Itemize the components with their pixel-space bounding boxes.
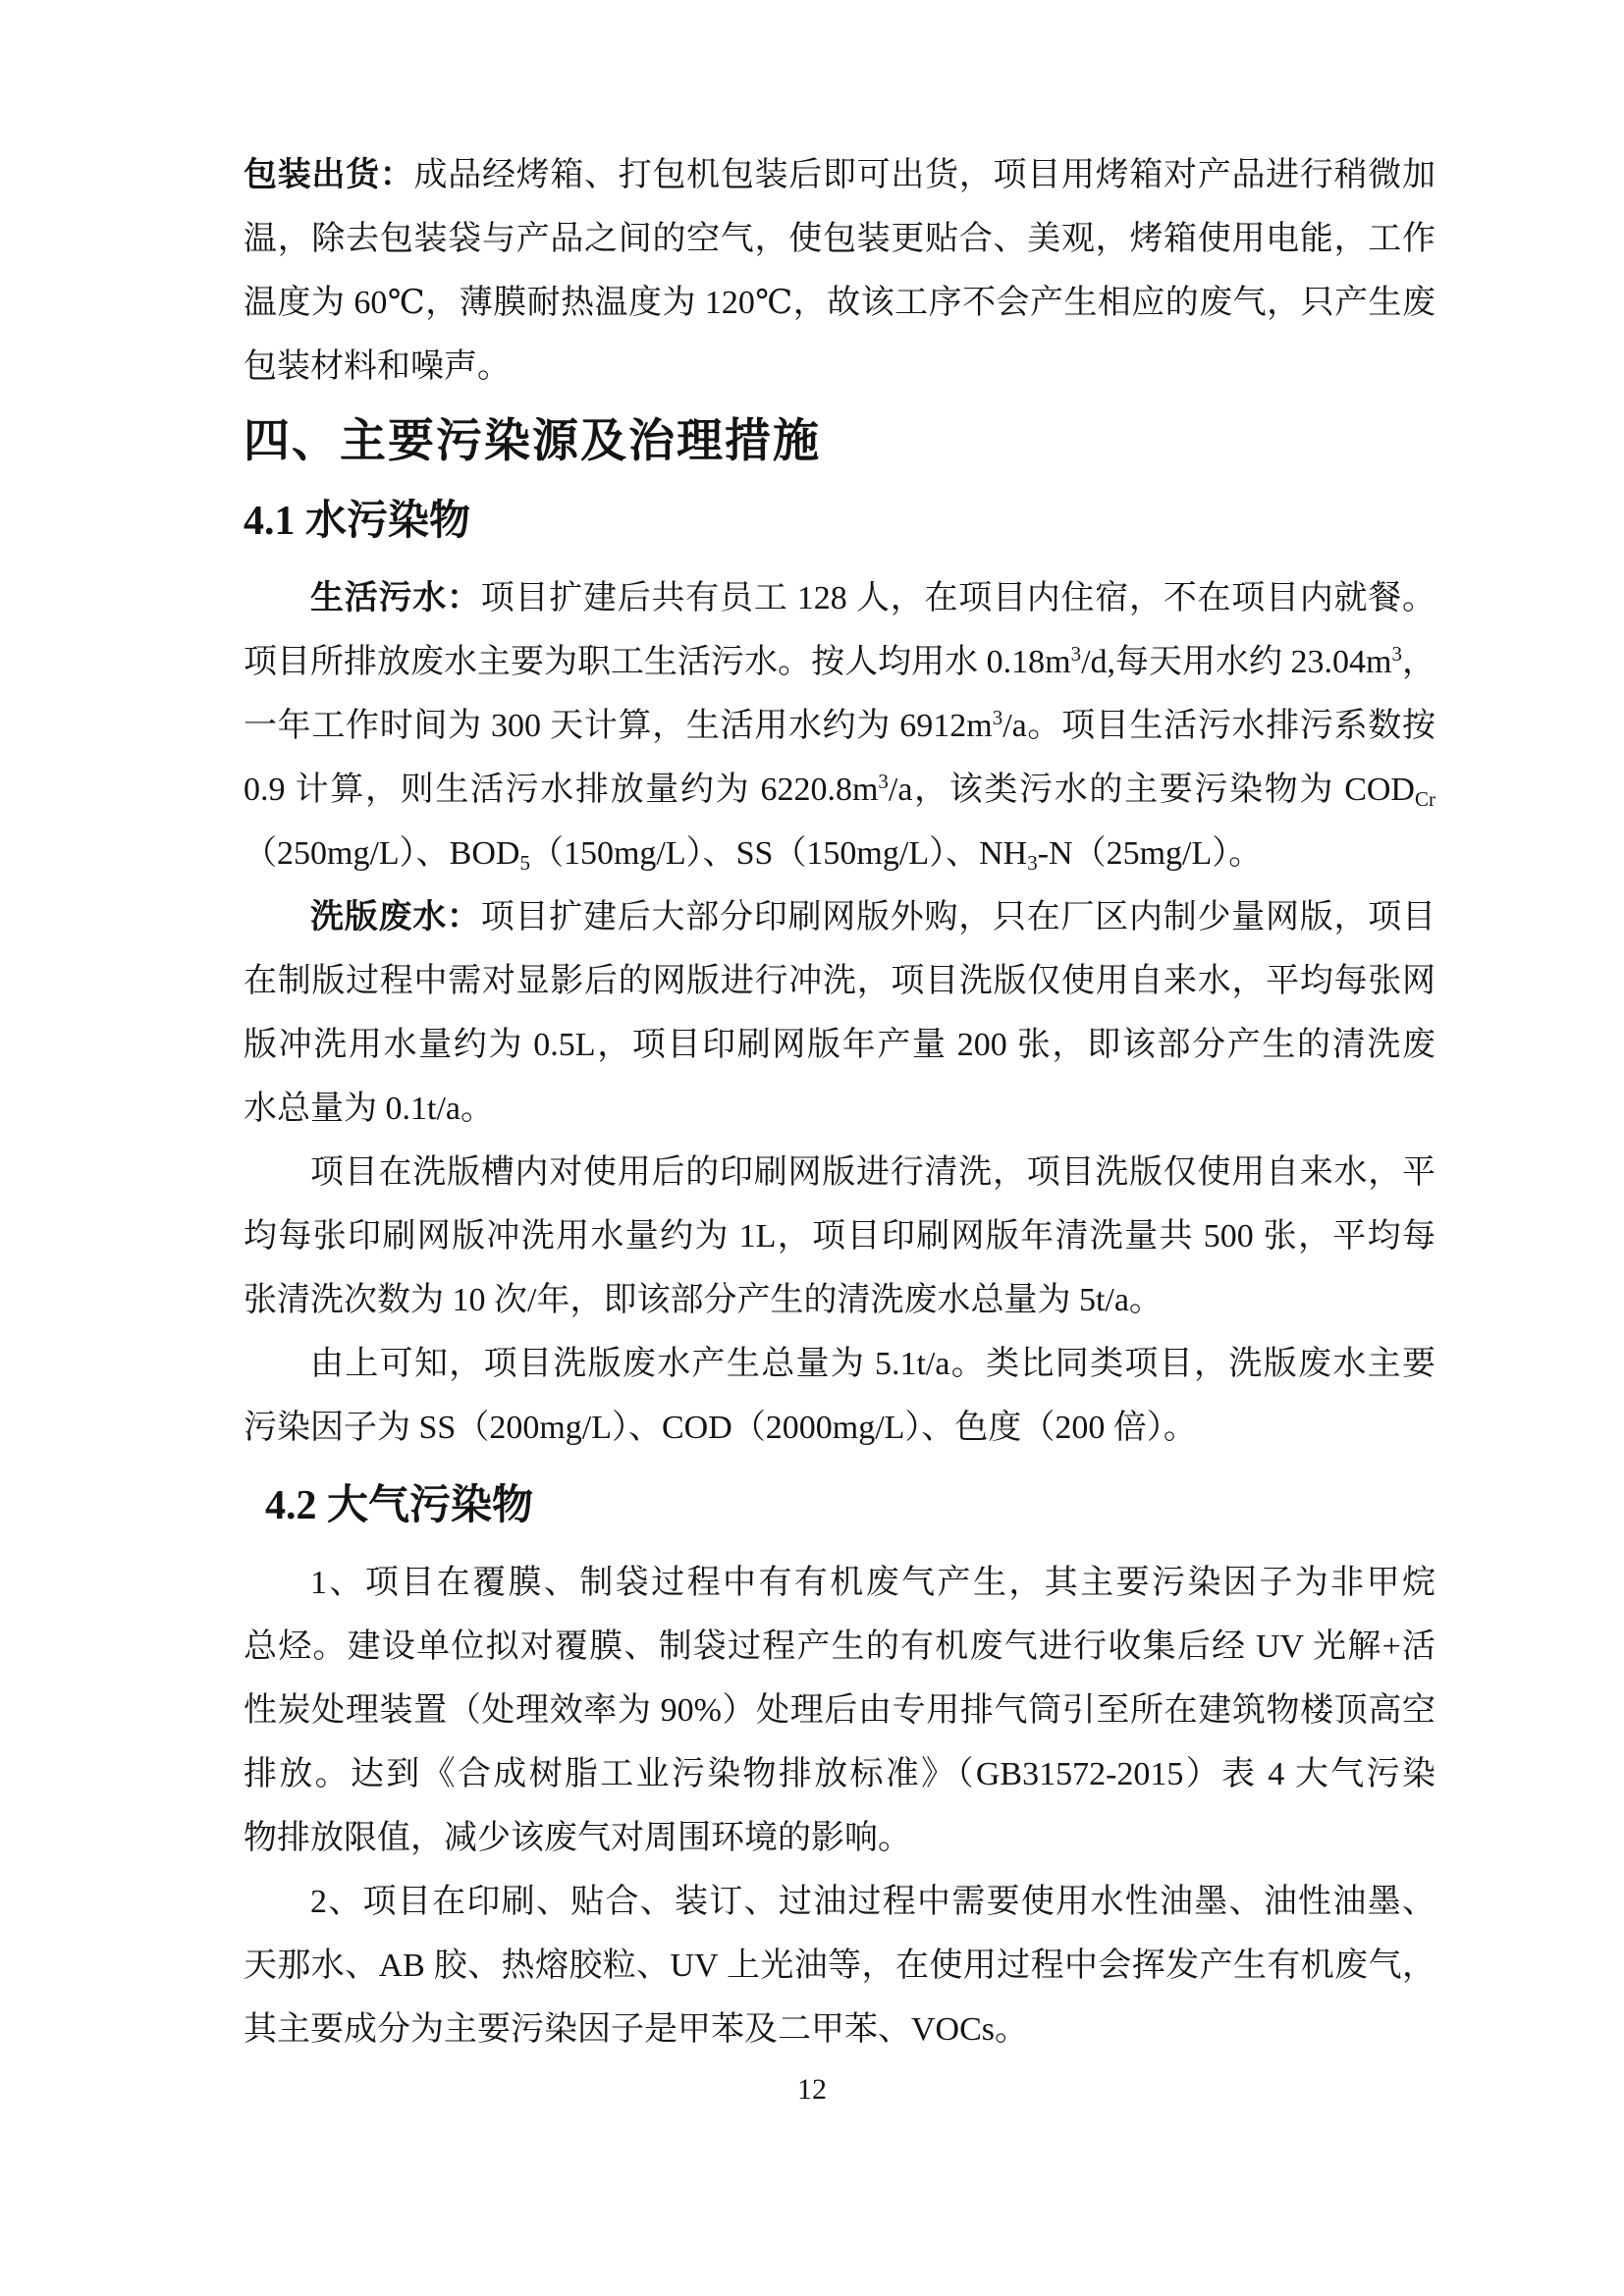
text-line: 项目所排放废水主要为职工生活污水。按人均用水 $0.18m^3/d$,每天用水约 $23.04m^3$，: [244, 642, 1436, 680]
para-wastewater-summary: [244, 1332, 1435, 1460]
text-line: 0.9 计算，则生活污水排放量约为 $6220.8m^3/a$，该类污水的主要污染物为 $COD_{Cr}$: [244, 770, 1435, 811]
text-line: 温，除去包装袋与产品之间的空气，使包装更贴合、美观，烤箱使用电能，工作: [244, 221, 1435, 257]
text-line: 由上可知，项目洗版废水产生总量为 5.1t/a。类比同类项目，洗版废水主要: [310, 1346, 1435, 1382]
text-line: 污染因子为 SS（200mg/L）、COD（2000mg/L）、色度（200 倍）。: [244, 1410, 1197, 1446]
para-domestic-sewage: [244, 566, 1435, 885]
text-line: 在制版过程中需对显影后的网版进行冲洗，项目洗版仅使用自来水，平均每张网: [244, 963, 1435, 999]
text-line: 均每张印刷网版冲洗用水量约为 1L，项目印刷网版年清洗量共 500 张，平均每: [244, 1218, 1435, 1255]
text-line: （250mg/L）、$BOD_5(150mg/L)$、SS（150mg/L）、$NH_3-N(25mg/L)$。: [244, 835, 1263, 875]
text-line: 生活污水：项目扩建后共有员工 128 人，在项目内住宿，不在项目内就餐。: [310, 580, 1435, 616]
text-line: 其主要成分为主要污染因子是甲苯及二甲苯、VOCs。: [244, 2011, 1029, 2048]
text-line: 1、项目在覆膜、制袋过程中有有机废气产生，其主要污染因子为非甲烷: [310, 1565, 1435, 1601]
text-line: 总烃。建设单位拟对覆膜、制袋过程产生的有机废气进行收集后经 UV 光解+活: [244, 1629, 1435, 1665]
text-line: 版冲洗用水量约为 0.5L，项目印刷网版年产量 200 张，即该部分产生的清洗废: [244, 1027, 1435, 1063]
text-line: 包装材料和噪声。: [244, 348, 511, 385]
text-line: 张清洗次数为 10 次/年，即该部分产生的清洗废水总量为 5t/a。: [244, 1282, 1163, 1318]
text-line: 物排放限值，减少该废气对周围环境的影响。: [244, 1820, 911, 1856]
text-line: 洗版废水：项目扩建后大部分印刷网版外购，只在厂区内制少量网版，项目: [310, 899, 1435, 935]
para-plate-washing-wastewater: [244, 885, 1435, 1141]
text-line: 天那水、AB 胶、热熔胶粒、UV 上光油等，在使用过程中会挥发产生有机废气，: [244, 1948, 1435, 1984]
page-number: 12: [797, 2073, 827, 2106]
text-line: 温度为 60℃，薄膜耐热温度为 120℃，故该工序不会产生相应的废气，只产生废: [244, 285, 1435, 321]
para-packaging-shipment: [244, 143, 1435, 399]
text-line: 包装出货：成品经烤箱、打包机包装后即可出货，项目用烤箱对产品进行稍微加: [244, 157, 1435, 193]
text-line: 排放。达到《合成树脂工业污染物排放标准》（GB31572-2015）表 4 大气污染: [244, 1756, 1435, 1792]
para-plate-cleaning: [244, 1141, 1435, 1332]
heading-section-4: 四、主要污染源及治理措施: [244, 416, 821, 467]
text-line: 性炭处理装置（处理效率为 90%）处理后由专用排气筒引至所在建筑物楼顶高空: [244, 1692, 1435, 1729]
text-line: 项目在洗版槽内对使用后的印刷网版进行清洗，项目洗版仅使用自来水，平: [310, 1154, 1435, 1191]
document-content: [244, 143, 1435, 2061]
text-line: 一年工作时间为 300 天计算，生活用水约为 $6912m^3/a$。项目生活污水排污系数按: [244, 706, 1435, 744]
para-air-pollutant-2: [244, 1870, 1435, 2061]
heading-4-2-air-pollutants: 4.2 大气污染物: [265, 1483, 534, 1528]
text-line: 水总量为 0.1t/a。: [244, 1091, 494, 1127]
text-line: 2、项目在印刷、贴合、装订、过油过程中需要使用水性油墨、油性油墨、: [310, 1884, 1435, 1920]
heading-4-1-water-pollutants: 4.1 水污染物: [244, 499, 471, 544]
para-air-pollutant-1: [244, 1551, 1435, 1870]
